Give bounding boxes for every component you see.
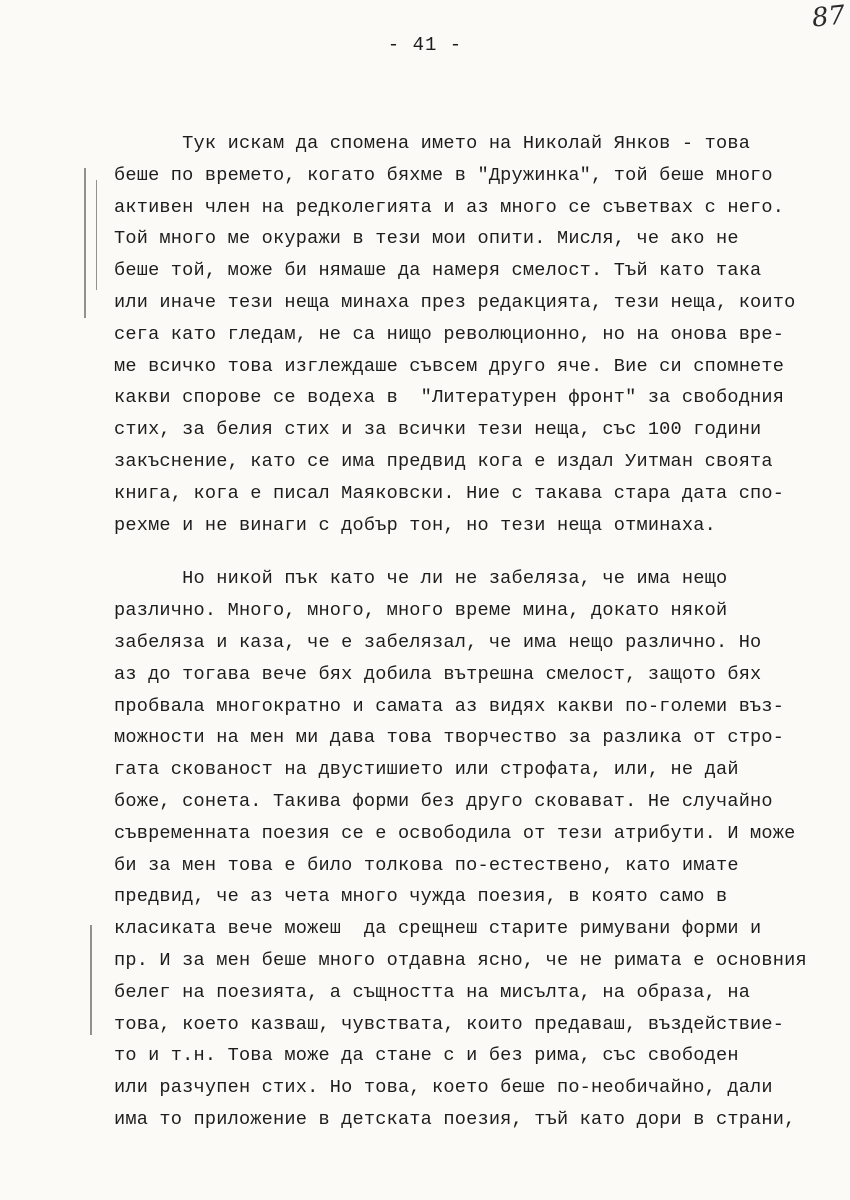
text-line: предвид, че аз чета много чужда поезия, в която само в (114, 886, 728, 908)
text-line: боже, сонета. Такива форми без друго сковават. Не случайно (114, 790, 773, 812)
body-text (114, 128, 850, 1136)
text-line: ме всичко това изглеждаше съвсем друго яче. Вие си спомнете (114, 355, 785, 377)
paragraph (114, 563, 850, 1135)
text-line: Но никой пък като че ли не забеляза, че има нещо (114, 568, 728, 590)
text-line: пр. И за мен беше много отдавна ясно, че не римата е основния (114, 949, 807, 971)
margin-mark-line (84, 168, 86, 318)
text-line: гата скованост на двустишието или строфата, или, не дай (114, 759, 739, 781)
text-line: класиката вече можеш да срещнеш старите римувани форми и (114, 918, 762, 940)
text-line: Тук искам да спомена името на Николай Янков - това (114, 133, 751, 154)
text-line: закъснение, като се има предвид кога е издал Уитман своята (114, 450, 773, 472)
text-line: аз до тогава вече бях добила вътрешна смелост, защото бях (114, 663, 762, 685)
text-line: съвременната поезия се е освободила от тези атрибути. И може (114, 822, 796, 844)
text-line: Той много ме окуражи в тези мои опити. Мисля, че ако не (114, 228, 739, 250)
text-line: белег на поезията, а същността на мисълта, на образа, на (114, 981, 751, 1003)
margin-mark-line (90, 925, 92, 1035)
text-line: рехме и не винаги с добър тон, но тези неща отминаха. (114, 514, 716, 536)
text-line: беше по времето, когато бяхме в "Дружинка", той беше много (114, 164, 773, 186)
text-line: различно. Много, много, много време мина, докато някой (114, 600, 728, 622)
text-line: можности на мен ми дава това творчество за разлика от стро- (114, 727, 785, 749)
text-line: то и т.н. Това може да стане с и без рима, със свободен (114, 1045, 739, 1067)
text-line: какви спорове се водеха в "Литературен фронт" за свободния (114, 387, 785, 409)
text-line: стих, за белия стих и за всички тези неща, със 100 години (114, 419, 762, 441)
text-line: би за мен това е било толкова по-естествено, като имате (114, 854, 739, 876)
text-line: активен член на редколегията и аз много се съветвах с него. (114, 196, 785, 218)
handwritten-folio-number: 87 (810, 0, 847, 34)
paragraph (114, 128, 850, 541)
text-line: книга, кога е писал Маяковски. Ние с такава стара дата спо- (114, 482, 785, 504)
text-line: или разчупен стих. Но това, което беше по-необичайно, дали (114, 1077, 773, 1099)
margin-mark-line (96, 180, 97, 290)
text-line: или иначе тези неща минаха през редакцията, тези неща, които (114, 291, 796, 313)
text-line: сега като гледам, не са нищо революционно, но на онова вре- (114, 323, 785, 345)
text-line: пробвала многократно и самата аз видях какви по-големи въз- (114, 695, 785, 717)
text-line: това, което казваш, чувствата, които предаваш, въздействие- (114, 1013, 785, 1035)
page-number: - 41 - (387, 34, 463, 56)
text-line: забеляза и каза, че е забелязал, че има нещо различно. Но (114, 631, 762, 653)
text-line: беше той, може би нямаше да намеря смелост. Тъй като така (114, 260, 762, 282)
text-line: има то приложение в детската поезия, тъй като дори в страни, (114, 1108, 796, 1130)
